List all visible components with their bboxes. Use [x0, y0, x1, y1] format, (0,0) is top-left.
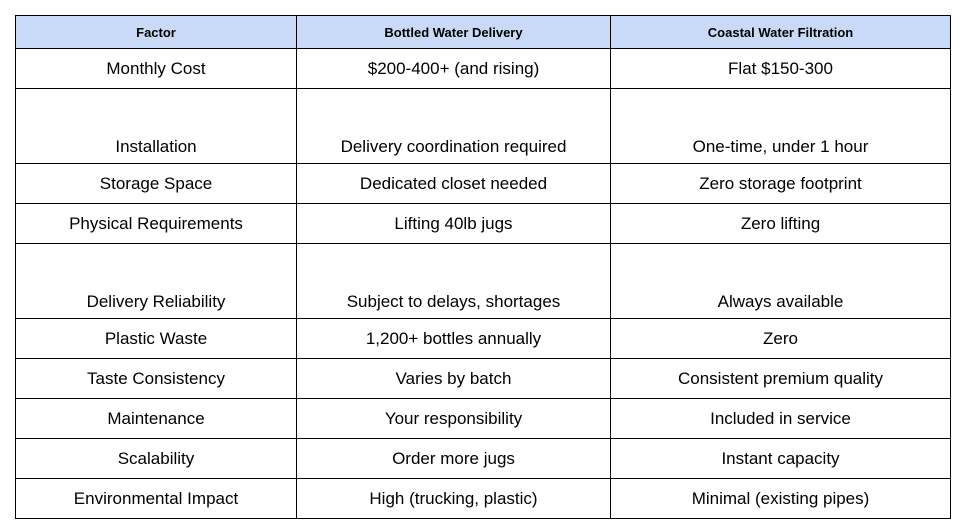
factor-cell: Storage Space	[16, 164, 297, 204]
table-row	[16, 164, 951, 204]
bottled-cell: Subject to delays, shortages	[297, 244, 611, 319]
bottled-cell: 1,200+ bottles annually	[297, 319, 611, 359]
filtration-cell: Flat $150-300	[611, 49, 951, 89]
factor-cell: Installation	[16, 89, 297, 164]
table-row	[16, 204, 951, 244]
filtration-cell: Minimal (existing pipes)	[611, 479, 951, 519]
factor-cell: Scalability	[16, 439, 297, 479]
filtration-cell: Instant capacity	[611, 439, 951, 479]
filtration-cell: Zero lifting	[611, 204, 951, 244]
table-row	[16, 359, 951, 399]
table-row	[16, 439, 951, 479]
header-coastal-water-filtration: Coastal Water Filtration	[611, 16, 951, 49]
filtration-cell: Zero storage footprint	[611, 164, 951, 204]
filtration-cell: One-time, under 1 hour	[611, 89, 951, 164]
bottled-cell: High (trucking, plastic)	[297, 479, 611, 519]
bottled-cell: Lifting 40lb jugs	[297, 204, 611, 244]
filtration-cell: Consistent premium quality	[611, 359, 951, 399]
table-header	[16, 16, 951, 49]
header-row	[16, 16, 951, 49]
bottled-cell: Order more jugs	[297, 439, 611, 479]
factor-cell: Monthly Cost	[16, 49, 297, 89]
filtration-cell: Always available	[611, 244, 951, 319]
comparison-table	[15, 15, 951, 519]
factor-cell: Taste Consistency	[16, 359, 297, 399]
table-body	[16, 49, 951, 519]
table-row	[16, 479, 951, 519]
factor-cell: Environmental Impact	[16, 479, 297, 519]
table-row	[16, 89, 951, 164]
factor-cell: Physical Requirements	[16, 204, 297, 244]
bottled-cell: Dedicated closet needed	[297, 164, 611, 204]
bottled-cell: Your responsibility	[297, 399, 611, 439]
filtration-cell: Zero	[611, 319, 951, 359]
bottled-cell: $200-400+ (and rising)	[297, 49, 611, 89]
bottled-cell: Delivery coordination required	[297, 89, 611, 164]
table-row	[16, 399, 951, 439]
bottled-cell: Varies by batch	[297, 359, 611, 399]
table-row	[16, 319, 951, 359]
header-bottled-water-delivery: Bottled Water Delivery	[297, 16, 611, 49]
factor-cell: Maintenance	[16, 399, 297, 439]
header-factor: Factor	[16, 16, 297, 49]
factor-cell: Delivery Reliability	[16, 244, 297, 319]
filtration-cell: Included in service	[611, 399, 951, 439]
table-row	[16, 244, 951, 319]
factor-cell: Plastic Waste	[16, 319, 297, 359]
table-row	[16, 49, 951, 89]
